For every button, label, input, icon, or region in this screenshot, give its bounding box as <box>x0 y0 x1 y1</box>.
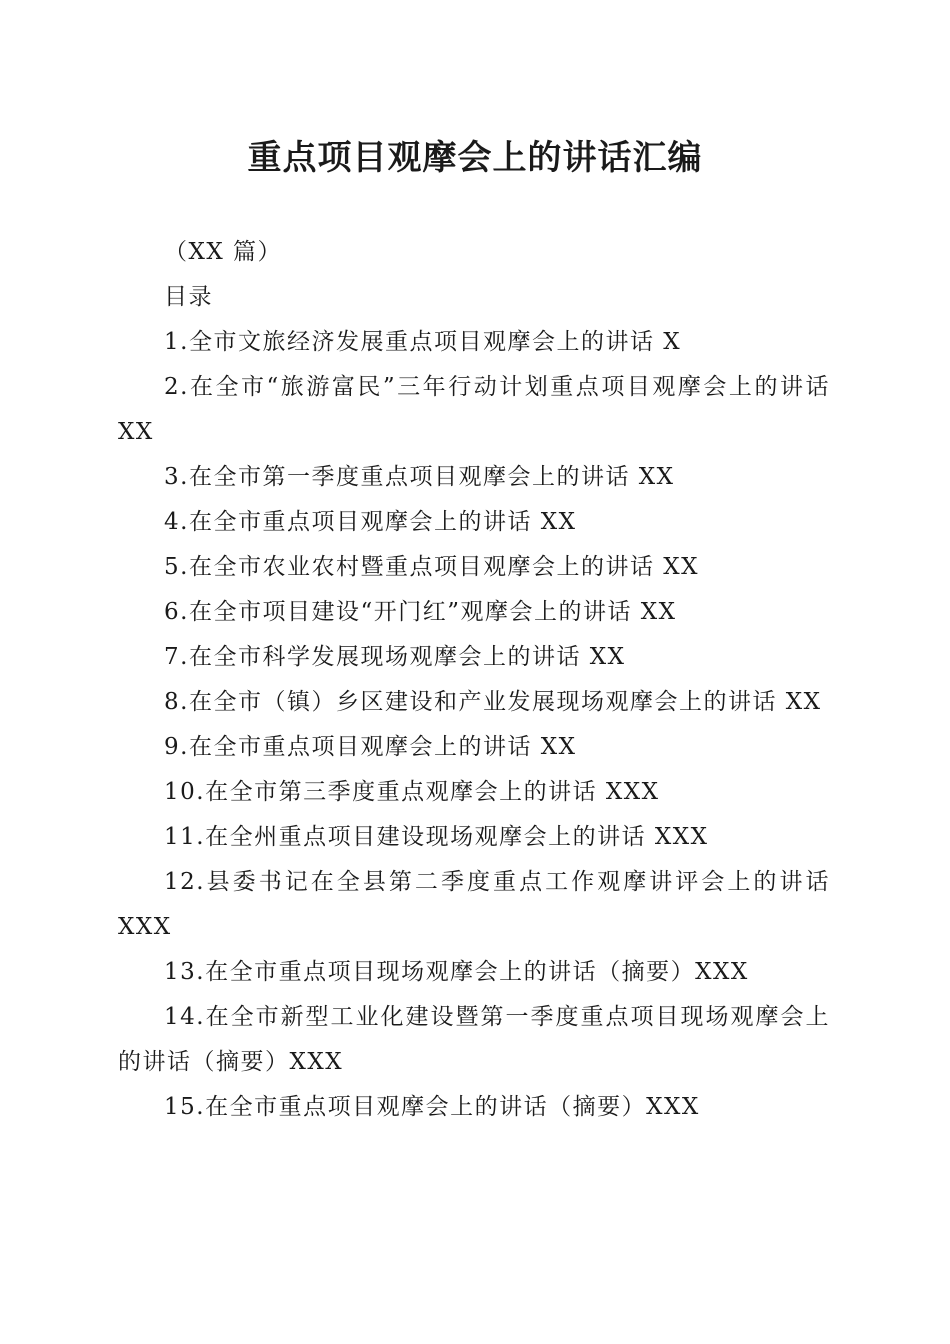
toc-item-6: 6.在全市项目建设“开门红”观摩会上的讲话 XX <box>164 599 677 625</box>
document-title: 重点项目观摩会上的讲话汇编 <box>247 138 703 178</box>
toc-item-2: 2.在全市“旅游富民”三年行动计划重点项目观摩会上的讲话 XX <box>118 374 830 445</box>
toc-item-4: 4.在全市重点项目观摩会上的讲话 XX <box>164 509 577 535</box>
toc-item-15: 15.在全市重点项目观摩会上的讲话（摘要）XXX <box>164 1094 700 1120</box>
toc-item-9: 9.在全市重点项目观摩会上的讲话 XX <box>164 734 577 760</box>
toc-item-5: 5.在全市农业农村暨重点项目观摩会上的讲话 XX <box>164 554 700 580</box>
toc-item-11: 11.在全州重点项目建设现场观摩会上的讲话 XXX <box>164 824 709 850</box>
count-note: （XX 篇） <box>164 239 283 265</box>
toc-item-13: 13.在全市重点项目现场观摩会上的讲话（摘要）XXX <box>164 959 749 985</box>
toc-item-7: 7.在全市科学发展现场观摩会上的讲话 XX <box>164 644 626 670</box>
toc-item-1: 1.全市文旅经济发展重点项目观摩会上的讲话 X <box>164 329 682 355</box>
toc-heading: 目录 <box>164 284 213 310</box>
toc-item-12: 12.县委书记在全县第二季度重点工作观摩讲评会上的讲话 XXX <box>118 869 830 940</box>
toc-item-14: 14.在全市新型工业化建设暨第一季度重点项目现场观摩会上的讲话（摘要）XXX <box>118 1004 830 1075</box>
toc-item-10: 10.在全市第三季度重点观摩会上的讲话 XXX <box>164 779 660 805</box>
document-body <box>118 230 830 1130</box>
toc-item-8: 8.在全市（镇）乡区建设和产业发展现场观摩会上的讲话 XX <box>164 689 822 715</box>
toc-item-3: 3.在全市第一季度重点项目观摩会上的讲话 XX <box>164 464 675 490</box>
